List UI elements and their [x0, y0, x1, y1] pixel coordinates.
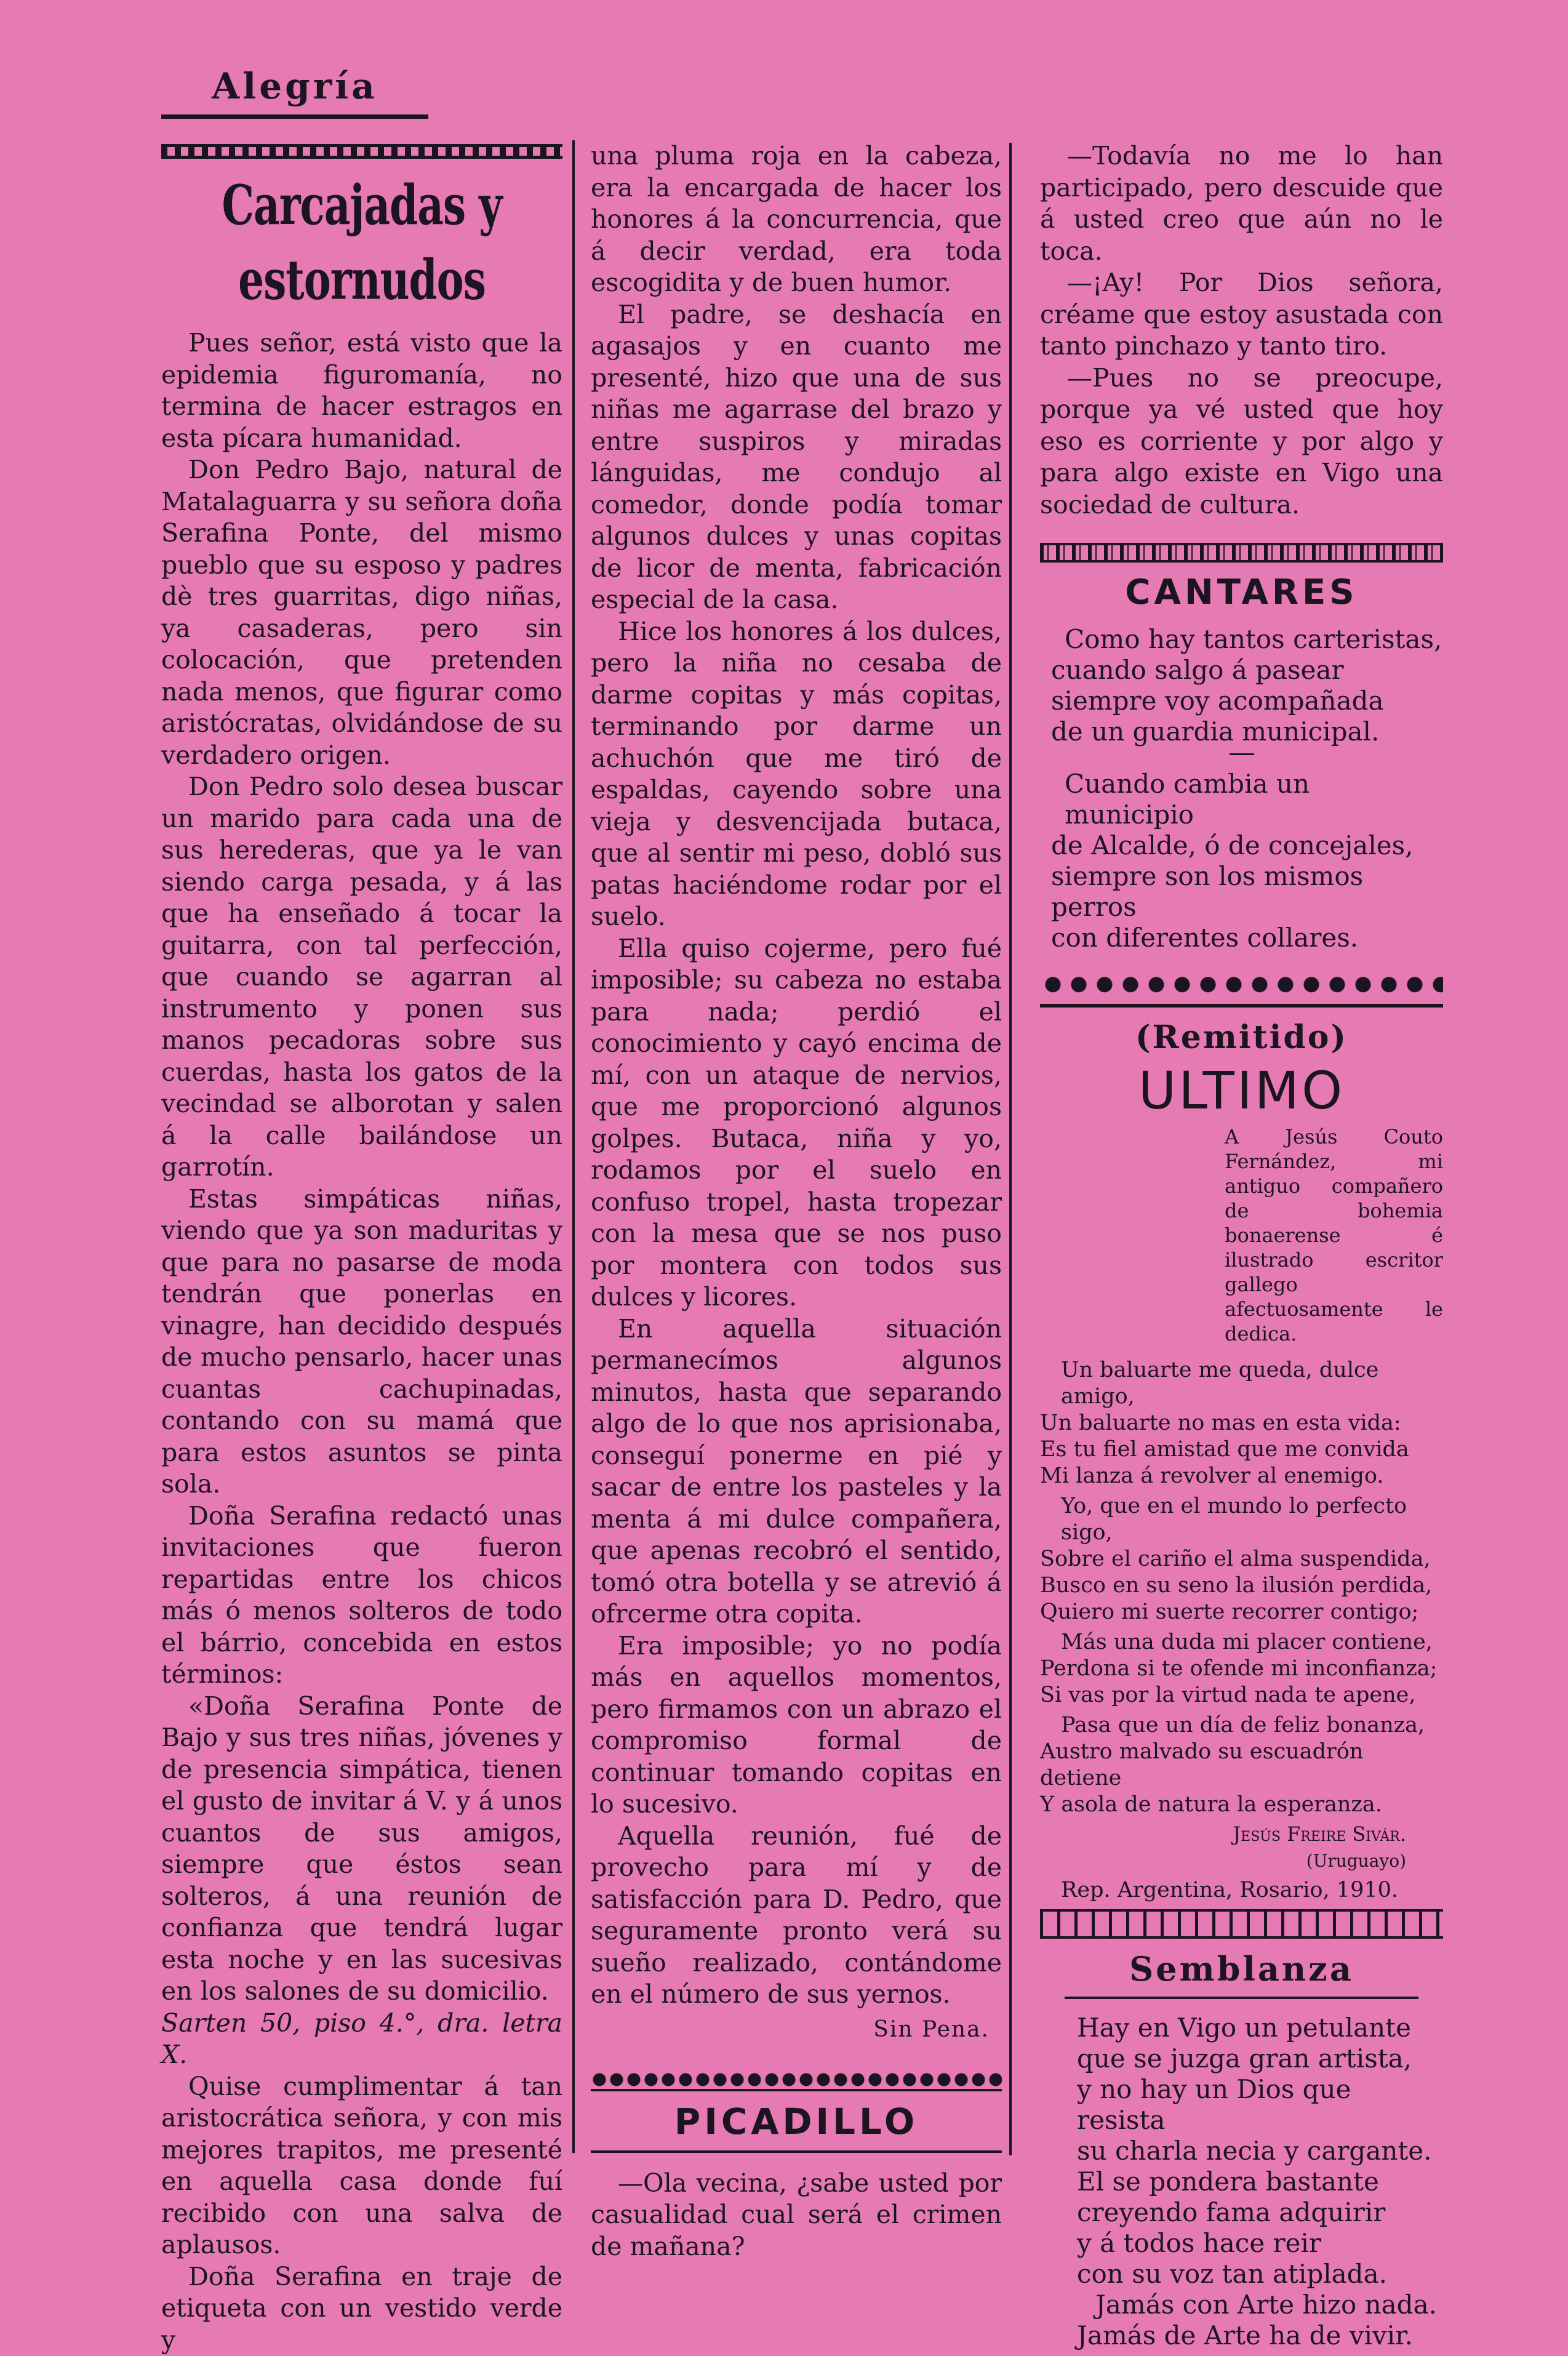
dialogue-line: —¡Ay! Por Dios señora, créame que estoy asustada con tanto pinchazo y tanto tiro.: [1040, 267, 1443, 363]
semblanza-title: Semblanza: [1040, 1947, 1443, 1990]
picadillo-underline: [591, 2150, 1002, 2153]
verse-line: siempre voy acompañada: [1040, 686, 1443, 716]
poem-author-origin: (Uruguayo): [1040, 1849, 1443, 1873]
article-paragraph: Era imposible; yo no podía más en aquellos momentos, pero firmamos con un abrazo el compromiso formal de continuar tomando copitas en lo sucesivo.: [591, 1630, 1002, 1821]
poem-line: Pasa que un día de feliz bonanza,: [1040, 1712, 1443, 1739]
article-paragraph: Don Pedro solo desea buscar un marido para cada una de sus herederas, que ya le van siendo carga pesada, y á las que ha enseñado á tocar la guitarra, con tal perfección, que cuando se agarran al instrumento y ponen sus manos pecadoras sobre sus cuerdas, hasta los gatos de la vecindad se alborotan y salen á la calle bailándose un garrotín.: [161, 771, 562, 1184]
poem-line: Mi lanza á revolver al enemigo.: [1040, 1463, 1443, 1489]
article-paragraph: «Doña Serafina Ponte de Bajo y sus tres niñas, jóvenes y de presencia simpática, tienen el gusto de invitar á V. y á unos cuantos de sus amigos, siempre que éstos sean solteros, á una reunión de confianza que tendrá lugar esta noche y en las sucesivas en los salones de su domicilio.: [161, 1691, 562, 2008]
poem-line: Un baluarte no mas en esta vida:: [1040, 1410, 1443, 1436]
poem-line: Es tu fiel amistad que me convida: [1040, 1436, 1443, 1463]
beads-ornament-divider: [591, 2070, 1002, 2091]
cantares-title: CANTARES: [1040, 571, 1443, 614]
semblanza-underline: [1065, 1997, 1418, 1999]
cantares-verse-1: [1040, 624, 1443, 747]
verse-line: Cuando cambia un municipio: [1040, 769, 1443, 830]
diamond-ornament-divider: [161, 144, 562, 159]
article-paragraph: Doña Serafina en traje de etiqueta con un vestido verde y: [161, 2261, 562, 2356]
poem-dedication: A Jesús Couto Fernández, mi antiguo compañero de bohemia bonaerense é ilustrado escritor gallego afectuosamente le dedica.: [1225, 1124, 1443, 1346]
article-signature: Sin Pena.: [591, 2017, 1002, 2042]
picadillo-title: PICADILLO: [591, 2100, 1002, 2143]
dialogue-line: —Pues no se preocupe, porque ya vé usted que hoy eso es corriente y por algo y para algo existe en Vigo una sociedad de cultura.: [1040, 363, 1443, 521]
poem-line: Yo, que en el mundo lo perfecto sigo,: [1040, 1493, 1443, 1546]
verse-line: cuando salgo á pasear: [1040, 655, 1443, 686]
article-paragraph: El padre, se deshacía en agasajos y en cuanto me presenté, hizo que una de sus niñas me agarrase del brazo y entre suspiros y miradas lánguidas, me condujo al comedor, donde podía tomar algunos dulces y unas copitas de licor de menta, fabricación especial de la casa.: [591, 299, 1002, 616]
cantares-verse-2: [1040, 769, 1443, 953]
verse-line: su charla necia y cargante.: [1040, 2136, 1443, 2166]
article-paragraph: Estas simpáticas niñas, viendo que ya son maduritas y que para no pasarse de moda tendrán que ponerlas en vinagre, han decidido después de mucho pensarlo, hacer unas cuantas cachupinadas, contando con su mamá que para estos asuntos se pinta sola.: [161, 1184, 562, 1501]
column-rule-2: [1009, 143, 1012, 2155]
poem-place-date: Rep. Argentina, Rosario, 1910.: [1040, 1876, 1443, 1904]
verse-line: con diferentes collares.: [1040, 923, 1443, 953]
poem-author: Jesús Freire Sivár.: [1040, 1822, 1443, 1846]
column-3: [1040, 140, 1443, 2351]
article-paragraph: Don Pedro Bajo, natural de Matalaguarra y su señora doña Serafina Ponte, del mismo pueblo que su esposo y padres dè tres guarritas, digo niñas, ya casaderas, pero sin colocación, que pretenden nada menos, que figurar como aristócratas, olvidándose de su verdadero origen.: [161, 454, 562, 771]
poem-line: Un baluarte me queda, dulce amigo,: [1040, 1357, 1443, 1410]
verse-separator: [1230, 753, 1254, 755]
article-title: Carcajadas y estornudos: [161, 167, 562, 317]
poem-line: Perdona si te ofende mi inconfianza;: [1040, 1656, 1443, 1682]
verse-line: y á todos hace reir: [1040, 2228, 1443, 2259]
semblanza-verse: [1040, 2013, 1443, 2351]
verse-line: y no hay un Dios que resista: [1040, 2074, 1443, 2136]
verse-line: Jamás de Arte ha de vivir.: [1040, 2320, 1443, 2351]
article-paragraph: En aquella situación permanecímos algunos minutos, hasta que separando algo de lo que nos aprisionaba, conseguí ponerme en pié y sacar de entre los pasteles y la menta á mi dulce compañera, que apenas recobró el sentido, tomó otra botella y se atrevió á ofrcerme otra copita.: [591, 1313, 1002, 1630]
verse-line: de un guardia municipal.: [1040, 716, 1443, 747]
remitido-label: (Remitido): [1040, 1016, 1443, 1059]
article-paragraph: Ella quiso cojerme, pero fué imposible; su cabeza no estaba para nada; perdió el conocimiento y cayó encima de mí, con un ataque de nervios, que me proporcionó algunos golpes. Butaca, niña y yo, rodamos por el suelo en confuso tropel, hasta tropezar con la mesa que se nos puso por montera con todos sus dulces y licores.: [591, 933, 1002, 1313]
article-paragraph: Pues señor, está visto que la epidemia figuromanía, no termina de hacer estragos en esta pícara humanidad.: [161, 327, 562, 454]
poem-line: Busco en su seno la ilusión perdida,: [1040, 1573, 1443, 1599]
poem-line: Quiero mi suerte recorrer contigo;: [1040, 1599, 1443, 1625]
masthead-title: Alegría: [161, 62, 428, 119]
article-paragraph: una pluma roja en la cabeza, era la encargada de hacer los honores á la concurrencia, que á decir verdad, era toda escogidita y de buen humor.: [591, 140, 1002, 299]
verse-line: El se pondera bastante: [1040, 2166, 1443, 2197]
column-1: [161, 140, 562, 2356]
article-paragraph: Aquella reunión, fué de provecho para mí y de satisfacción para D. Pedro, que seguramente pronto verá su sueño realizado, contándome en el número de sus yernos.: [591, 1821, 1002, 2011]
verse-line: de Alcalde, ó de concejales,: [1040, 830, 1443, 861]
picadillo-text: —Ola vecina, ¿sabe usted por casualidad cual será el crimen de mañana?: [591, 2168, 1002, 2263]
poem-line: Sobre el cariño el alma suspendida,: [1040, 1546, 1443, 1573]
poem-line: Más una duda mi placer contiene,: [1040, 1629, 1443, 1656]
dialogue-line: —Todavía no me lo han participado, pero descuide que á usted creo que aún no le toca.: [1040, 140, 1443, 267]
poem-line: Si vas por la virtud nada te apene,: [1040, 1682, 1443, 1709]
sonnet: [1040, 1357, 1443, 1818]
article-paragraph: Quise cumplimentar á tan aristocrática señora, y con mis mejores trapitos, me presenté en aquella casa donde fuí recibido con una salva de aplausos.: [161, 2071, 562, 2261]
verse-line: Jamás con Arte hizo nada.: [1040, 2290, 1443, 2320]
arrow-ornament-divider: [1040, 1909, 1443, 1939]
column-rule-1: [572, 140, 575, 2153]
verse-line: que se juzga gran artista,: [1040, 2043, 1443, 2074]
article-paragraph: Hice los honores á los dulces, pero la niña no cesaba de darme copitas y más copitas, terminando por darme un achuchón que me tiró de espaldas, cayendo sobre una vieja y desvencijada butaca, que al sentir mi peso, dobló sus patas haciéndome rodar por el suelo.: [591, 616, 1002, 933]
verse-line: con su voz tan atiplada.: [1040, 2259, 1443, 2290]
poem-line: Austro malvado su escuadrón detiene: [1040, 1739, 1443, 1792]
verse-line: Como hay tantos carteristas,: [1040, 624, 1443, 655]
column-2: [591, 140, 1002, 2262]
verse-line: Hay en Vigo un petulante: [1040, 2013, 1443, 2043]
article-paragraph: Doña Serafina redactó unas invitaciones que fueron repartidas entre los chicos más ó menos solteros de todo el bárrio, concebida en estos términos:: [161, 1501, 562, 1691]
palmette-ornament-divider: [1040, 974, 1443, 1008]
greek-key-ornament-divider: [1040, 543, 1443, 563]
verse-line: creyendo fama adquirir: [1040, 2197, 1443, 2228]
article-address: Sarten 50, piso 4.°, dra. letra X.: [161, 2008, 562, 2071]
ultimo-title: ULTIMO: [1040, 1069, 1443, 1112]
poem-line: Y asola de natura la esperanza.: [1040, 1792, 1443, 1818]
verse-line: siempre son los mismos perros: [1040, 861, 1443, 923]
